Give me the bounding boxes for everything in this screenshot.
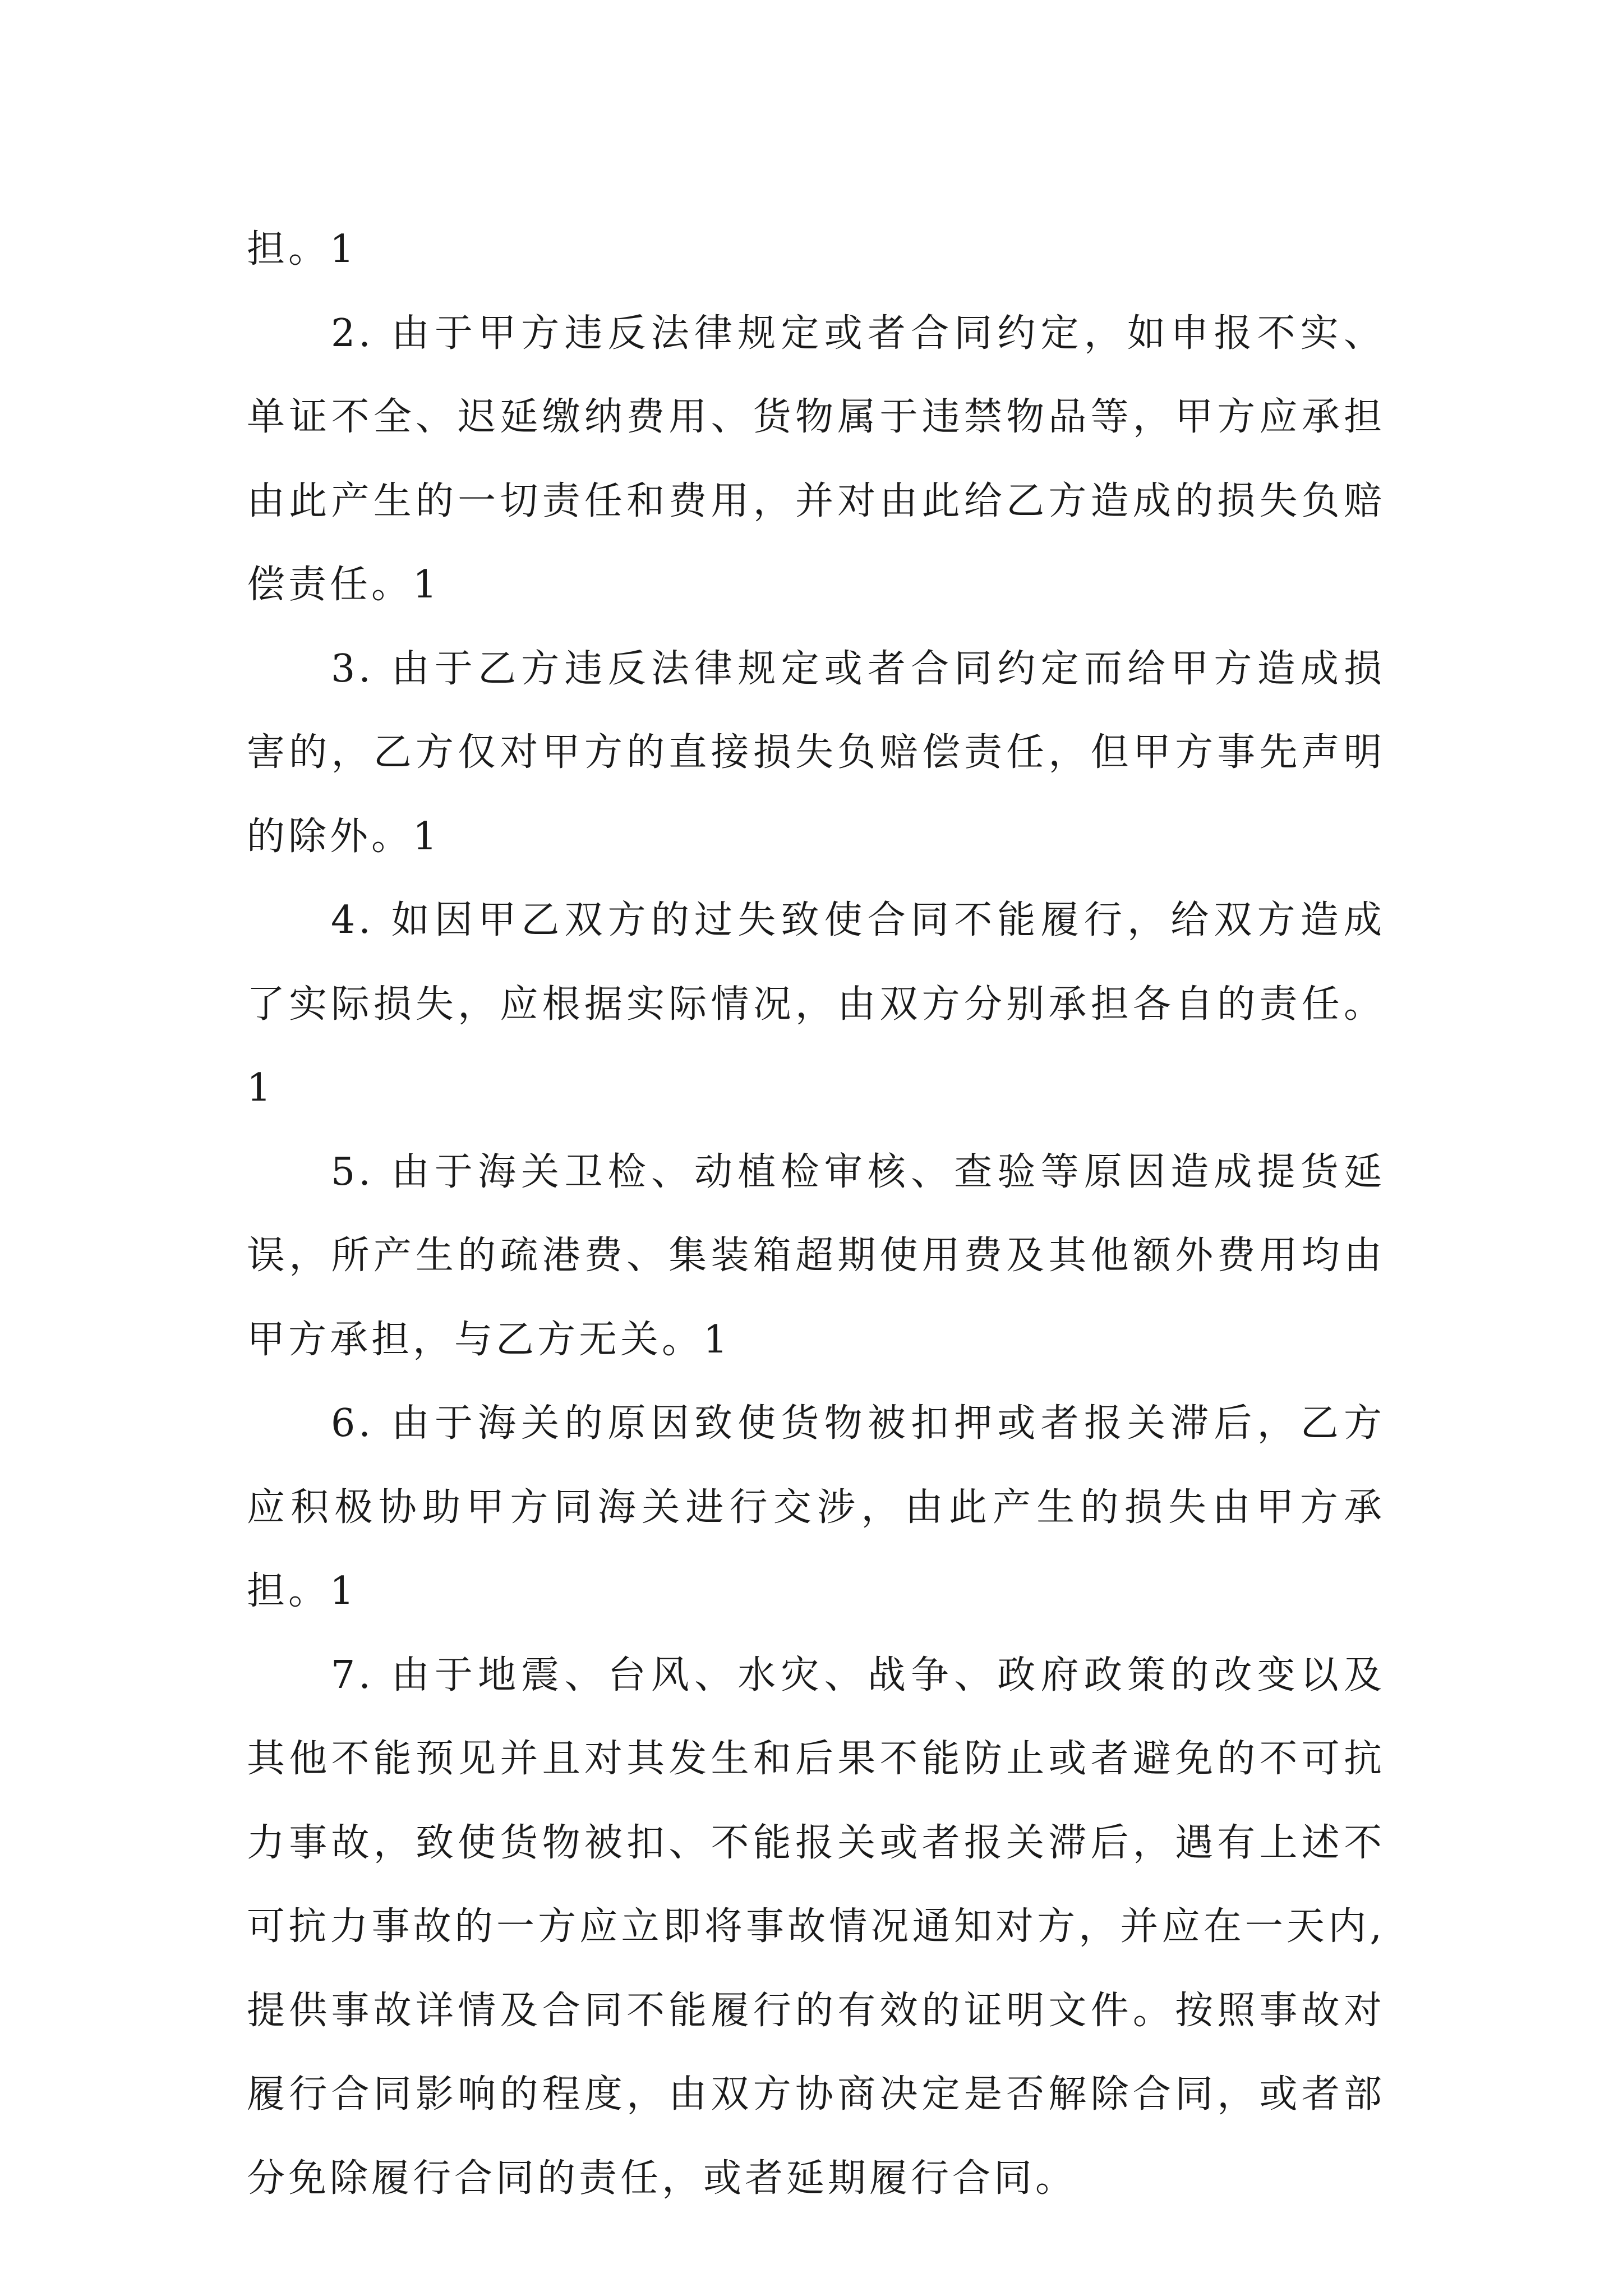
document-body [247, 208, 1385, 2220]
paragraph-clause-4: 4. 如因甲乙双方的过失致使合同不能履行，给双方造成了实际损失，应根据实际情况，由双方分别承担各自的责任。1 [247, 898, 1385, 1110]
paragraph-clause-7: 7. 由于地震、台风、水灾、战争、政府政策的改变以及其他不能预见并且对其发生和后果不能防止或者避免的不可抗力事故，致使货物被扣、不能报关或者报关滞后，遇有上述不可抗力事故的一方应立即将事故情况通知对方，并应在一天内,提供事故详情及合同不能履行的有效的证明文件。按照事故对履行合同影响的程度，由双方协商决定是否解除合同，或者部分免除履行合同的责任，或者延期履行合同。 [247, 1653, 1385, 2201]
paragraph-clause-2: 2. 由于甲方违反法律规定或者合同约定，如申报不实、单证不全、迟延缴纳费用、货物属于违禁物品等，甲方应承担由此产生的一切责任和费用，并对由此给乙方造成的损失负赔偿责任。1 [247, 311, 1385, 607]
paragraph-continuation: 担。1 [247, 227, 358, 272]
paragraph-clause-3: 3. 由于乙方违反法律规定或者合同约定而给甲方造成损害的，乙方仅对甲方的直接损失负赔偿责任，但甲方事先声明的除外。1 [247, 646, 1385, 859]
paragraph-clause-5: 5. 由于海关卫检、动植检审核、查验等原因造成提货延误，所产生的疏港费、集装箱超期使用费及其他额外费用均由甲方承担，与乙方无关。1 [247, 1149, 1385, 1362]
paragraph-clause-6: 6. 由于海关的原因致使货物被扣押或者报关滞后，乙方应积极协助甲方同海关进行交涉，由此产生的损失由甲方承担。1 [247, 1401, 1385, 1613]
